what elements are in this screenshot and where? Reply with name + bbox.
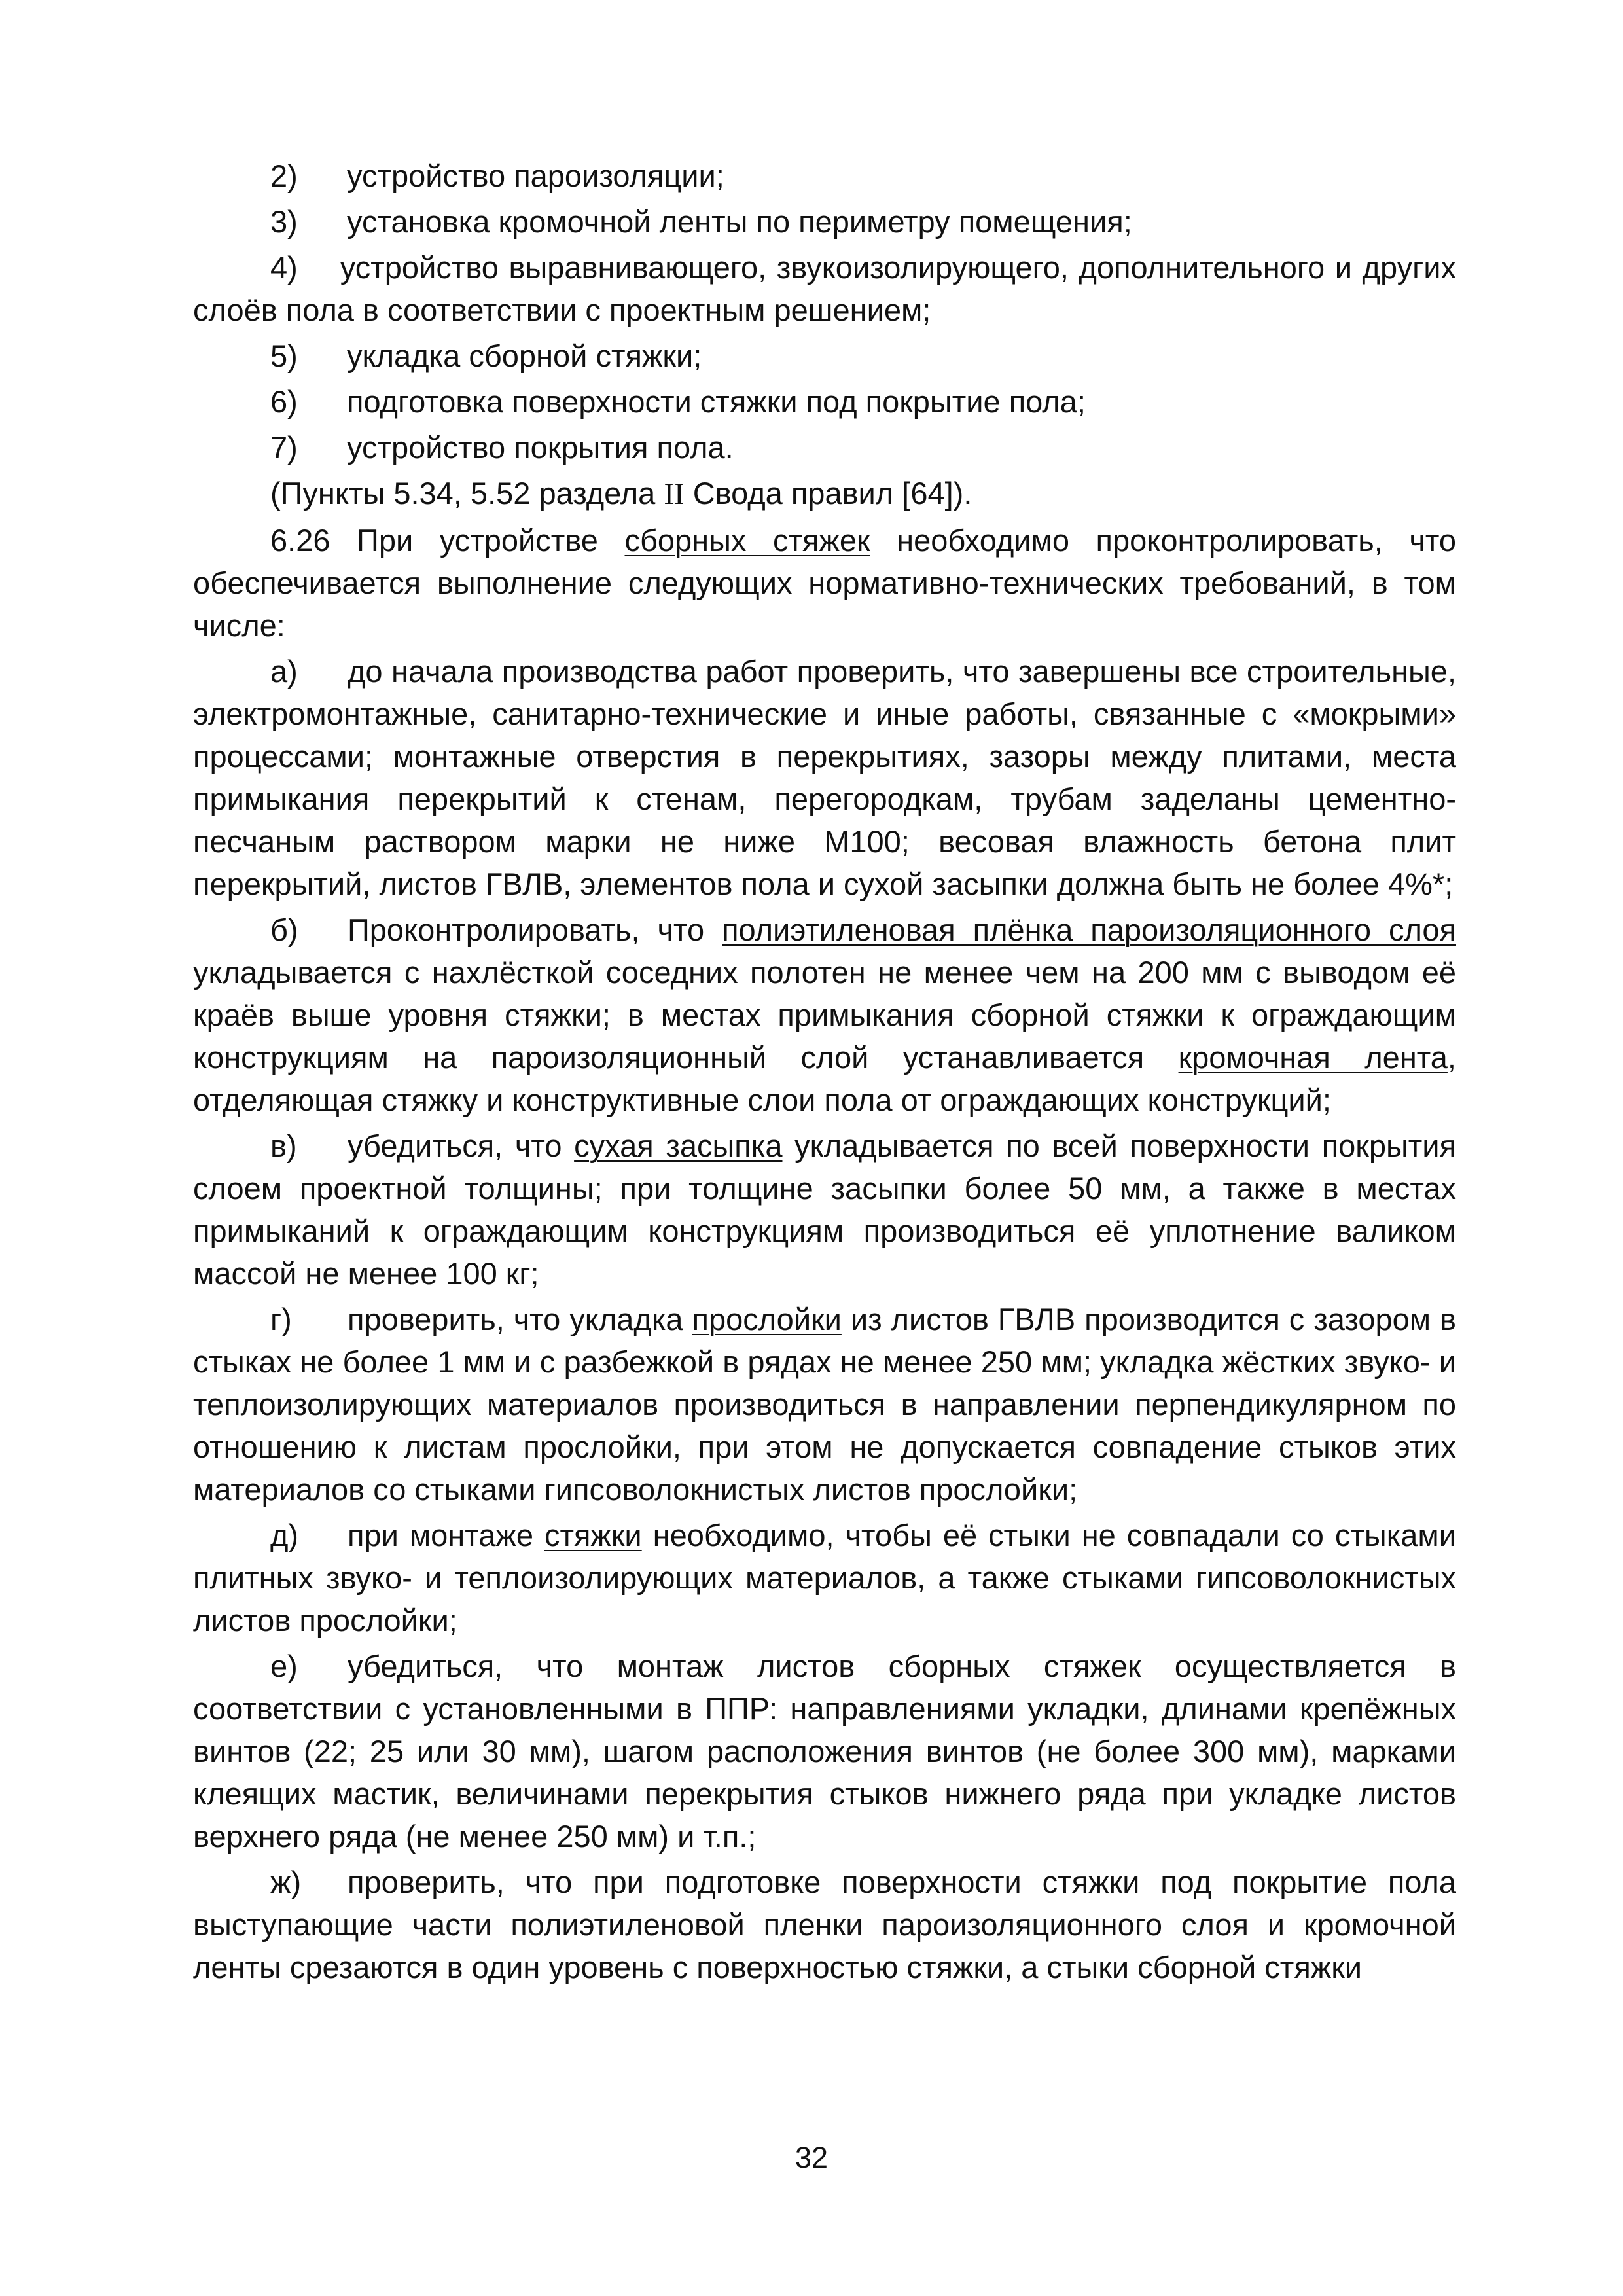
list-item-text: при монтаже bbox=[348, 1518, 544, 1552]
list-item-text: Проконтролировать, что bbox=[348, 912, 722, 947]
roman-numeral: II bbox=[664, 477, 685, 511]
list-item bbox=[193, 154, 1456, 197]
list-marker: б) bbox=[270, 912, 298, 947]
list-item-text: проверить, что при подготовке поверхности стяжки под покрытие пола выступающие части полиэтиленовой пленки пароизоляционного слоя и кромочной ленты срезаются в один уровень с поверхностью стяжки, а стыки сборной стяжки bbox=[193, 1865, 1456, 1984]
list-marker: г) bbox=[270, 1302, 292, 1336]
list-item-text: установка кромочной ленты по периметру помещения; bbox=[347, 204, 1132, 239]
list-marker: 3) bbox=[270, 204, 298, 239]
list-item-b bbox=[193, 908, 1456, 1121]
list-marker: д) bbox=[270, 1518, 299, 1552]
list-item-text: устройство покрытия пола. bbox=[347, 430, 734, 465]
underlined-term: кромочная лента bbox=[1178, 1040, 1448, 1075]
list-marker: ж) bbox=[270, 1865, 302, 1899]
reference-paragraph bbox=[193, 472, 1456, 516]
page-number: 32 bbox=[794, 2141, 829, 2174]
list-item bbox=[193, 334, 1456, 377]
list-marker: 7) bbox=[270, 430, 298, 465]
list-item-text: укладка сборной стяжки; bbox=[347, 338, 702, 373]
list-item-text: из листов ГВЛВ производится с зазором в стыках не более 1 мм и с разбежкой в рядах не менее 250 мм; укладка жёстких звуко- и теплоизолирующих материалов производиться в направлении перпендикулярном по отношению к листам прослойки, при этом не допускается совпадение стыков этих материалов со стыками гипсоволокнистых листов прослойки; bbox=[193, 1302, 1457, 1507]
underlined-term: полиэтиленовая плёнка пароизоляционного слоя bbox=[722, 912, 1456, 947]
page-body bbox=[193, 154, 1456, 1992]
list-marker: 2) bbox=[270, 158, 298, 193]
clause-text: необходимо проконтролировать, что обеспечивается выполнение следующих нормативно-технических требований, в том числе: bbox=[193, 523, 1456, 643]
list-item-a bbox=[193, 650, 1456, 905]
list-item-text: устройство пароизоляции; bbox=[347, 158, 724, 193]
list-item-text: подготовка поверхности стяжки под покрытие пола; bbox=[347, 384, 1086, 419]
list-item-zh bbox=[193, 1861, 1456, 1988]
list-item-text: необходимо, чтобы её стыки не совпадали со стыками плитных звуко- и теплоизолирующих материалов, а также стыками гипсоволокнистых листов прослойки; bbox=[193, 1518, 1457, 1638]
list-item-text: убедиться, что монтаж листов сборных стяжек осуществляется в соответствии с установленными в ППР: направлениями укладки, длинами крепёжных винтов (22; 25 или 30 мм), шагом расположения винтов (не более 300 мм), марками клеящих мастик, величинами перекрытия стыков нижнего ряда при укладке листов верхнего ряда (не менее 250 мм) и т.п.; bbox=[193, 1649, 1456, 1854]
underlined-term: сухая засыпка bbox=[574, 1128, 783, 1163]
reference-text: (Пункты 5.34, 5.52 раздела bbox=[270, 476, 664, 511]
list-item-e bbox=[193, 1645, 1456, 1857]
list-item-g bbox=[193, 1298, 1456, 1511]
list-item-text: укладывается по всей поверхности покрытия слоем проектной толщины; при толщине засыпки более 50 мм, а также в местах примыканий к ограждающим конструкциям производиться её уплотнение валиком массой не менее 100 кг; bbox=[193, 1128, 1456, 1291]
list-item-v bbox=[193, 1124, 1456, 1295]
list-item-text: до начала производства работ проверить, что завершены все строительные, электромонтажные, санитарно-технические и иные работы, связанные с «мокрыми» процессами; монтажные отверстия в перекрытиях, зазоры между плитами, места примыкания перекрытий к стенам, перегородкам, трубам заделаны цементно-песчаным раствором марки не ниже М100; весовая влажность бетона плит перекрытий, листов ГВЛВ, элементов пола и сухой засыпки должна быть не более 4%*; bbox=[193, 654, 1456, 901]
underlined-term: сборных стяжек bbox=[624, 523, 870, 558]
list-item bbox=[193, 246, 1456, 331]
list-item-text: убедиться, что bbox=[348, 1128, 575, 1163]
clause-text: 6.26 При устройстве bbox=[270, 523, 625, 558]
list-item-text: укладывается с нахлёсткой соседних полотен не менее чем на 200 мм с выводом её краёв выше уровня стяжки; в местах примыкания сборной стяжки к ограждающим конструкциям на пароизоляционный слой устанавливается bbox=[193, 955, 1456, 1075]
underlined-term: прослойки bbox=[692, 1302, 842, 1336]
list-marker: 5) bbox=[270, 338, 298, 373]
list-marker: а) bbox=[270, 654, 298, 689]
list-marker: 4) bbox=[270, 250, 298, 285]
list-item-text: устройство выравнивающего, звукоизолирующего, дополнительного и других слоёв пола в соответствии с проектным решением; bbox=[193, 250, 1456, 327]
clause-6-26 bbox=[193, 519, 1456, 647]
list-marker: в) bbox=[270, 1128, 297, 1163]
list-marker: 6) bbox=[270, 384, 298, 419]
list-item-text: проверить, что укладка bbox=[348, 1302, 692, 1336]
list-item-text: , отделяющая стяжку и конструктивные слои пола от ограждающих конструкций; bbox=[193, 1040, 1456, 1117]
list-item bbox=[193, 200, 1456, 243]
list-item bbox=[193, 426, 1456, 469]
underlined-term: стяжки bbox=[544, 1518, 642, 1552]
list-item bbox=[193, 380, 1456, 423]
reference-text: Свода правил [64]). bbox=[684, 476, 972, 511]
list-marker: е) bbox=[270, 1649, 298, 1683]
list-item-d bbox=[193, 1514, 1456, 1641]
